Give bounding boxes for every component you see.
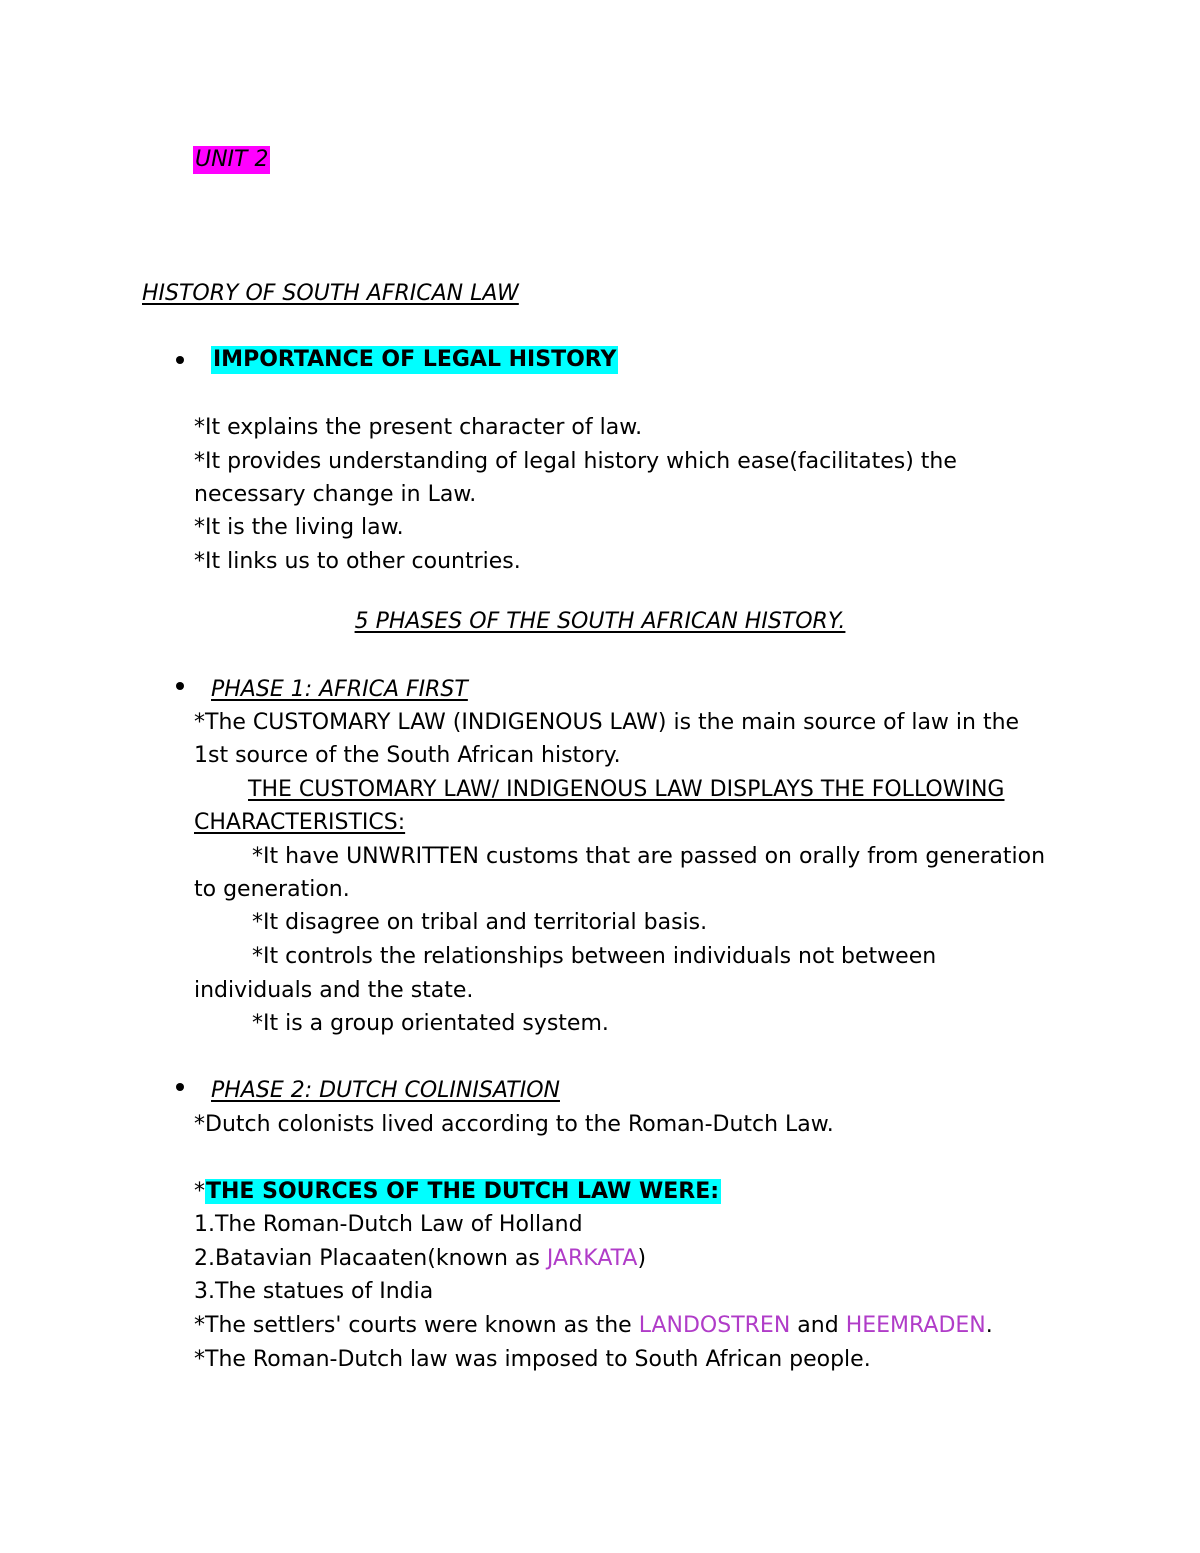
document-title: HISTORY OF SOUTH AFRICAN LAW bbox=[142, 281, 519, 306]
characteristic-line: *It is a group orientated system. bbox=[252, 1011, 609, 1036]
bullet-icon bbox=[176, 1083, 184, 1091]
characteristic-line: *It disagree on tribal and territorial basis. bbox=[252, 910, 708, 935]
term-landostren: LANDOSTREN bbox=[638, 1313, 791, 1338]
unit-label: UNIT 2 bbox=[195, 147, 269, 172]
courts-text: . bbox=[985, 1313, 993, 1338]
importance-line: *It provides understanding of legal history which ease(facilitates) the bbox=[194, 449, 957, 474]
bullet-icon bbox=[176, 682, 184, 690]
characteristic-line: to generation. bbox=[194, 877, 350, 902]
source-item bbox=[194, 1245, 646, 1273]
phase1-heading: PHASE 1: AFRICA FIRST bbox=[211, 677, 468, 702]
phase1-line: *The CUSTOMARY LAW (INDIGENOUS LAW) is the main source of law in the bbox=[194, 710, 1020, 735]
phase2-heading: PHASE 2: DUTCH COLINISATION bbox=[211, 1078, 560, 1103]
courts-text: and bbox=[790, 1313, 846, 1338]
source-text: ) bbox=[637, 1246, 647, 1271]
courts-text: *The settlers' courts were known as the bbox=[194, 1313, 639, 1338]
importance-line: *It explains the present character of law. bbox=[194, 415, 643, 440]
importance-line: necessary change in Law. bbox=[194, 482, 477, 507]
phases-heading: 5 PHASES OF THE SOUTH AFRICAN HISTORY. bbox=[354, 609, 846, 634]
source-item: 1.The Roman-Dutch Law of Holland bbox=[194, 1212, 583, 1237]
characteristics-heading-cont: CHARACTERISTICS: bbox=[194, 810, 406, 835]
importance-line: *It is the living law. bbox=[194, 515, 404, 540]
term-jarkata: JARKATA bbox=[546, 1246, 638, 1271]
source-item: 3.The statues of India bbox=[194, 1279, 434, 1304]
phase1-line: 1st source of the South African history. bbox=[194, 743, 621, 768]
bullet-icon bbox=[176, 356, 184, 364]
term-heemraden: HEEMRADEN bbox=[845, 1313, 986, 1338]
importance-heading: IMPORTANCE OF LEGAL HISTORY bbox=[213, 347, 617, 372]
characteristics-heading: THE CUSTOMARY LAW/ INDIGENOUS LAW DISPLAYS THE FOLLOWING bbox=[248, 777, 1005, 802]
sources-line bbox=[194, 1178, 721, 1206]
phase2-last-line: *The Roman-Dutch law was imposed to South African people. bbox=[194, 1347, 871, 1372]
importance-line: *It links us to other countries. bbox=[194, 549, 521, 574]
source-text: 2.Batavian Placaaten(known as bbox=[194, 1246, 547, 1271]
phase2-line: *Dutch colonists lived according to the Roman-Dutch Law. bbox=[194, 1112, 834, 1137]
sources-heading: THE SOURCES OF THE DUTCH LAW WERE: bbox=[206, 1179, 720, 1204]
characteristic-line: individuals and the state. bbox=[194, 978, 474, 1003]
sources-star: * bbox=[194, 1179, 205, 1204]
characteristic-line: *It controls the relationships between individuals not between bbox=[252, 944, 937, 969]
characteristic-line: *It have UNWRITTEN customs that are passed on orally from generation bbox=[252, 844, 1046, 869]
courts-line bbox=[194, 1312, 993, 1340]
